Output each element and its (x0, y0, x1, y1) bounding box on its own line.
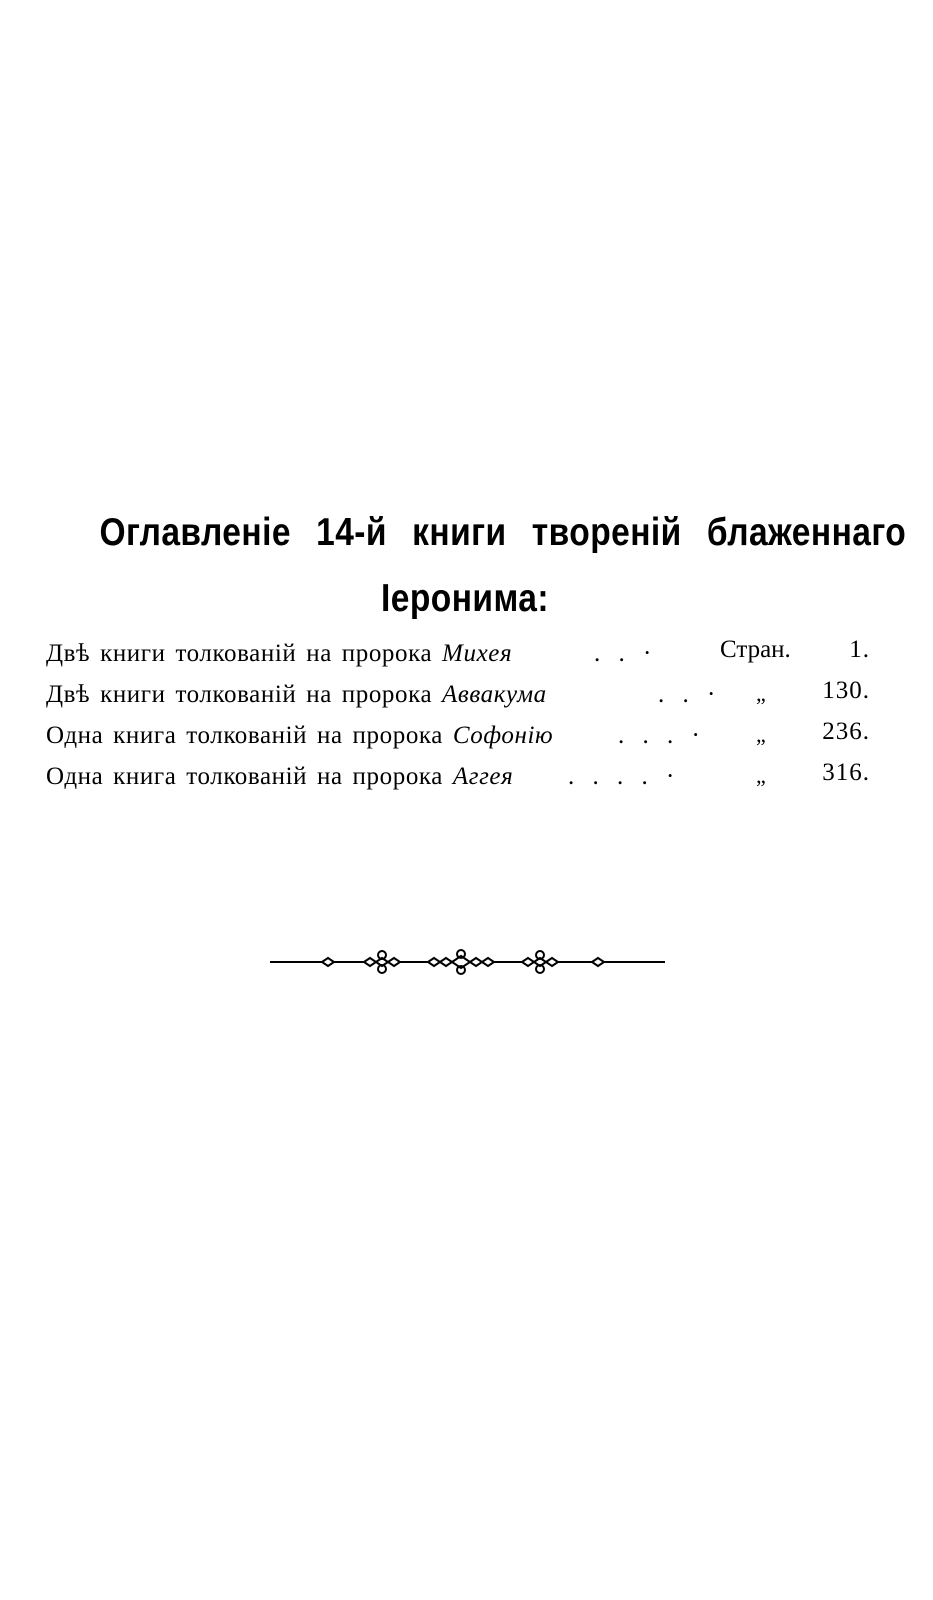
toc-entry-name: Михея (442, 640, 513, 667)
toc-page-number: 236. (822, 718, 870, 745)
toc-row-1 (46, 636, 876, 681)
toc-ditto-mark: „ (756, 681, 766, 706)
toc-leader-dots: . . · (658, 681, 722, 708)
toc-entry-text (46, 722, 553, 750)
toc-entry-prefix: Двѣ книги толкованій на пророка (46, 681, 433, 708)
toc-leader-dots: . . . · (618, 722, 706, 749)
toc-page-number: 316. (822, 759, 870, 786)
toc-row-3 (46, 718, 876, 763)
toc-page-label: Стран. (720, 636, 791, 663)
toc-entry-prefix: Одна книга толкованій на пророка (46, 763, 443, 790)
toc-entry-name: Аввакума (442, 681, 547, 708)
toc-leader-dots: . . . . · (568, 763, 681, 790)
toc-entry-text (46, 763, 513, 791)
toc-ditto-mark: „ (756, 722, 766, 747)
toc-entry-text (46, 681, 547, 709)
toc-entry-text (46, 640, 512, 668)
table-of-contents (46, 636, 876, 804)
title-line-1: Оглавленіе 14-й книги твореній блаженнаго (99, 511, 907, 554)
toc-entry-name: Аггея (452, 763, 514, 790)
toc-entry-prefix: Одна книга толкованій на пророка (46, 722, 443, 749)
toc-entry-prefix: Двѣ книги толкованій на пророка (46, 640, 433, 667)
toc-entry-name: Софонію (452, 722, 554, 749)
toc-page-number: 130. (822, 677, 870, 704)
ornament-divider-icon (270, 945, 665, 979)
toc-ditto-mark: „ (756, 763, 766, 788)
toc-page-number: 1. (849, 636, 870, 663)
page-title (99, 500, 907, 632)
toc-leader-dots: . . · (594, 640, 658, 667)
toc-row-2 (46, 677, 876, 722)
toc-row-4 (46, 759, 876, 804)
title-line-2: Іеронима: (381, 577, 549, 620)
